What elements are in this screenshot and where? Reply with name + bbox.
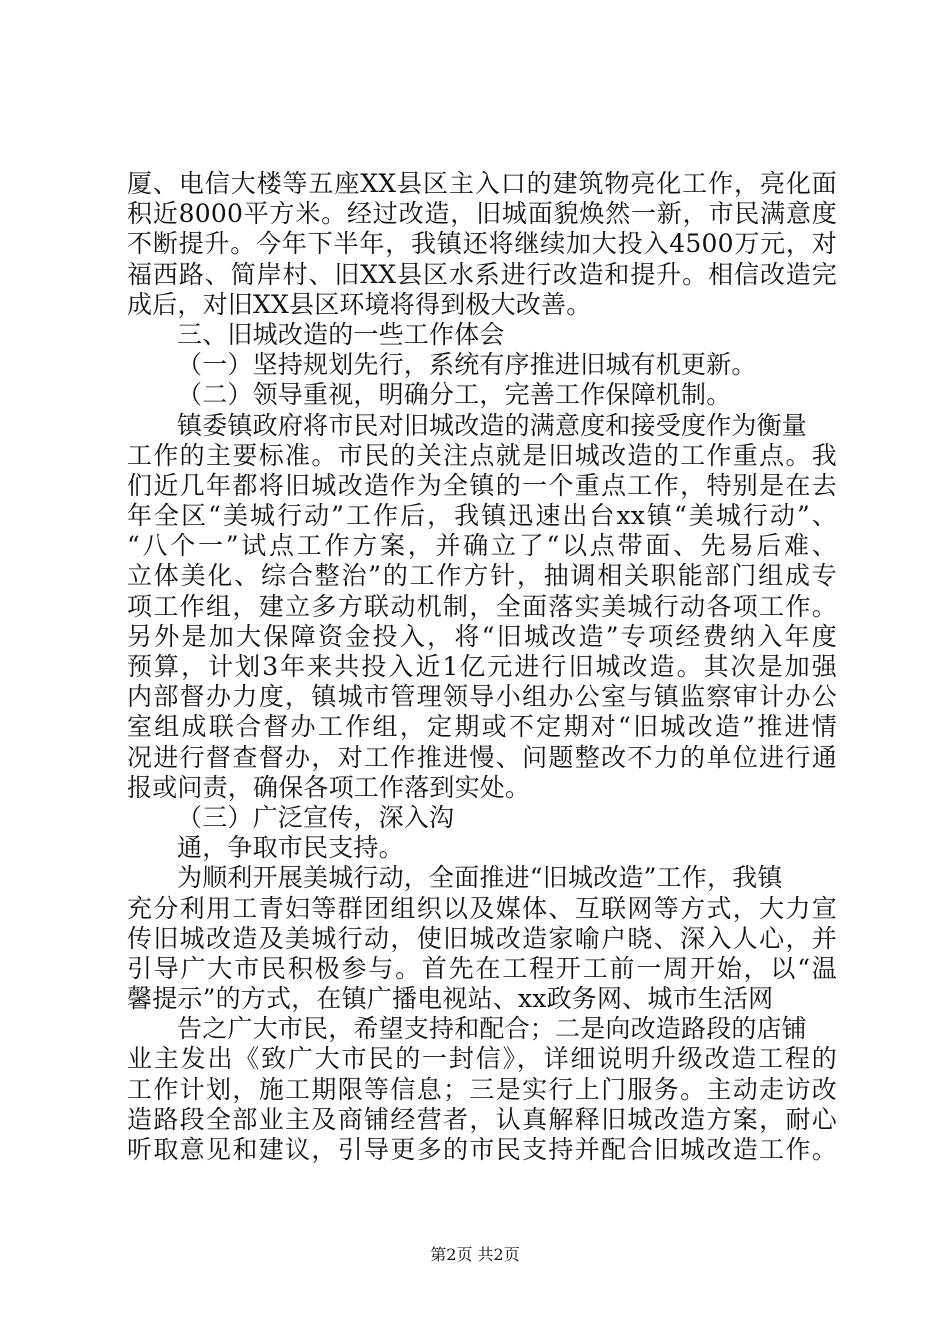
text-line: 镇委镇政府将市民对旧城改造的满意度和接受度作为衡量 [177, 410, 808, 440]
text-line: 工作的主要标准。市民的关注点就是旧城改造的工作重点。我 [127, 440, 837, 470]
text-line: 听取意见和建议，引导更多的市民支持并配合旧城改造工作。 [127, 1135, 837, 1164]
text-line: 不断提升。今年下半年，我镇还将继续加大投入4500万元，对 [127, 229, 837, 259]
text-line: 造路段全部业主及商铺经营者，认真解释旧城改造方案，耐心 [127, 1104, 837, 1134]
text-line: （二）领导重视，明确分工，完善工作保障机制。 [177, 380, 732, 410]
text-line: （一）坚持规划先行，系统有序推进旧城有机更新。 [177, 350, 757, 380]
text-line: 充分利用工青妇等群团组织以及媒体、互联网等方式，大力宣 [127, 893, 837, 923]
text-line: 成后，对旧XX县区环境将得到极大改善。 [127, 289, 592, 319]
text-line: 福西路、简岸村、旧XX县区水系进行改造和提升。相信改造完 [127, 259, 837, 289]
document-body [127, 169, 837, 1165]
text-line: 三、旧城改造的一些工作体会 [177, 319, 505, 349]
text-line: 立体美化、综合整治”的工作方针，抽调相关职能部门组成专 [127, 561, 837, 591]
text-line: 报或问责，确保各项工作落到实处。 [127, 772, 531, 802]
text-line: 通，争取市民支持。 [177, 833, 404, 863]
text-line: 室组成联合督办工作组，定期或不定期对“旧城改造”推进情 [127, 712, 837, 742]
text-line: 厦、电信大楼等五座XX县区主入口的建筑物亮化工作，亮化面 [127, 169, 837, 198]
text-line: 况进行督查督办，对工作推进慢、问题整改不力的单位进行通 [127, 742, 837, 772]
text-line: 馨提示”的方式，在镇广播电视站、xx政务网、城市生活网 [127, 984, 774, 1014]
text-line: 预算，计划3年来共投入近1亿元进行旧城改造。其次是加强 [127, 652, 837, 681]
text-line: 项工作组，建立多方联动机制，全面落实美城行动各项工作。 [127, 591, 837, 621]
text-line: 积近8000平方米。经过改造，旧城面貌焕然一新，市民满意度 [127, 199, 837, 229]
text-line: 年全区“美城行动”工作后，我镇迅速出台xx镇“美城行动”、 [127, 501, 837, 531]
text-line: 工作计划，施工期限等信息；三是实行上门服务。主动走访改 [127, 1074, 837, 1104]
text-line: 引导广大市民积极参与。首先在工程开工前一周开始，以“温 [127, 953, 837, 983]
text-line: 为顺利开展美城行动，全面推进“旧城改造”工作，我镇 [177, 863, 783, 893]
text-line: 内部督办力度，镇城市管理领导小组办公室与镇监察审计办公 [127, 682, 837, 712]
text-line: “八个一”试点工作方案，并确立了“以点带面、先易后难、 [127, 531, 837, 561]
text-line: 传旧城改造及美城行动，使旧城改造家喻户晓、深入人心，并 [127, 923, 837, 953]
text-line: （三）广泛宣传，深入沟 [177, 802, 455, 832]
page-footer: 第2页 共2页 [430, 1245, 520, 1264]
text-line: 业主发出《致广大市民的一封信》，详细说明升级改造工程的 [127, 1044, 837, 1074]
text-line: 告之广大市民，希望支持和配合；二是向改造路段的店铺 [177, 1014, 808, 1044]
text-line: 们近几年都将旧城改造作为全镇的一个重点工作，特别是在去 [127, 470, 837, 500]
text-line: 另外是加大保障资金投入，将“旧城改造”专项经费纳入年度 [127, 621, 837, 651]
